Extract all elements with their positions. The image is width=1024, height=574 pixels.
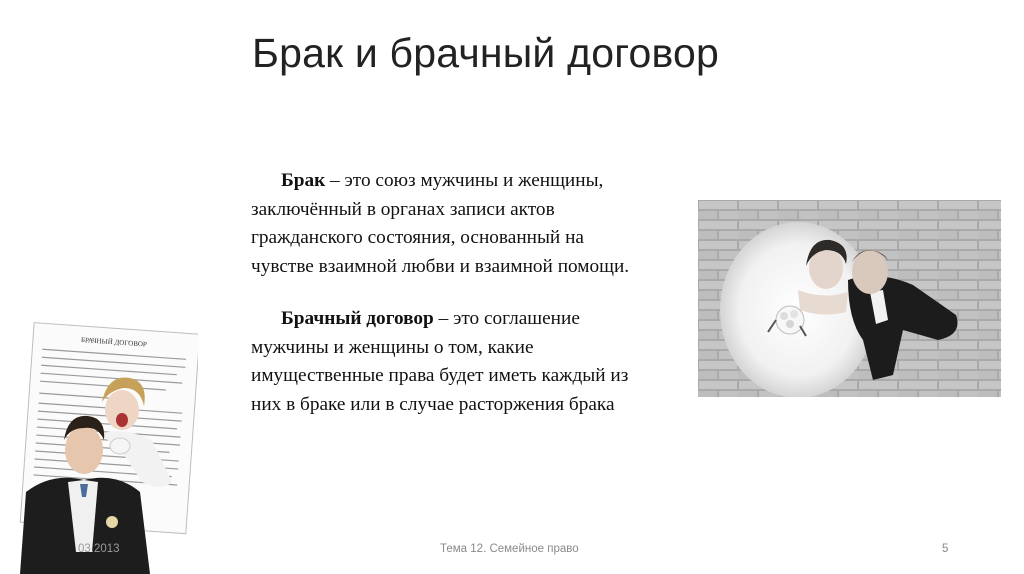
definition-line: – это союз мужчины и женщины, [325, 170, 604, 191]
definition-line: гражданского состояния, основанный на [251, 227, 584, 248]
definition-line: имущественные права будет иметь каждый из [251, 365, 629, 386]
term-marriage-contract: Брачный договор [281, 308, 434, 329]
term-marriage: Брак [281, 170, 326, 191]
definition-line: них в браке или в случае расторжения брака [251, 393, 615, 415]
footer-topic: Тема 12. Семейное право [440, 543, 579, 555]
definition-marriage [251, 167, 681, 281]
page-number: 5 [942, 543, 949, 555]
definition-line: – это соглашение [433, 308, 580, 329]
definition-marriage-contract [251, 305, 681, 419]
document-heading: БРАЧНЫЙ ДОГОВОР [80, 335, 148, 349]
definition-line: мужчины и женщины о том, какие [251, 336, 534, 358]
definition-line: чувстве взаимной любви и взаимной помощи. [251, 255, 630, 277]
marriage-contract-couple-photo [12, 322, 198, 574]
wedding-couple-photo [698, 200, 1001, 397]
slide-title: Брак и брачный договор [252, 30, 719, 76]
definition-line: заключённый в органах записи актов [251, 198, 555, 220]
footer-date: 03.2013 [78, 543, 120, 555]
